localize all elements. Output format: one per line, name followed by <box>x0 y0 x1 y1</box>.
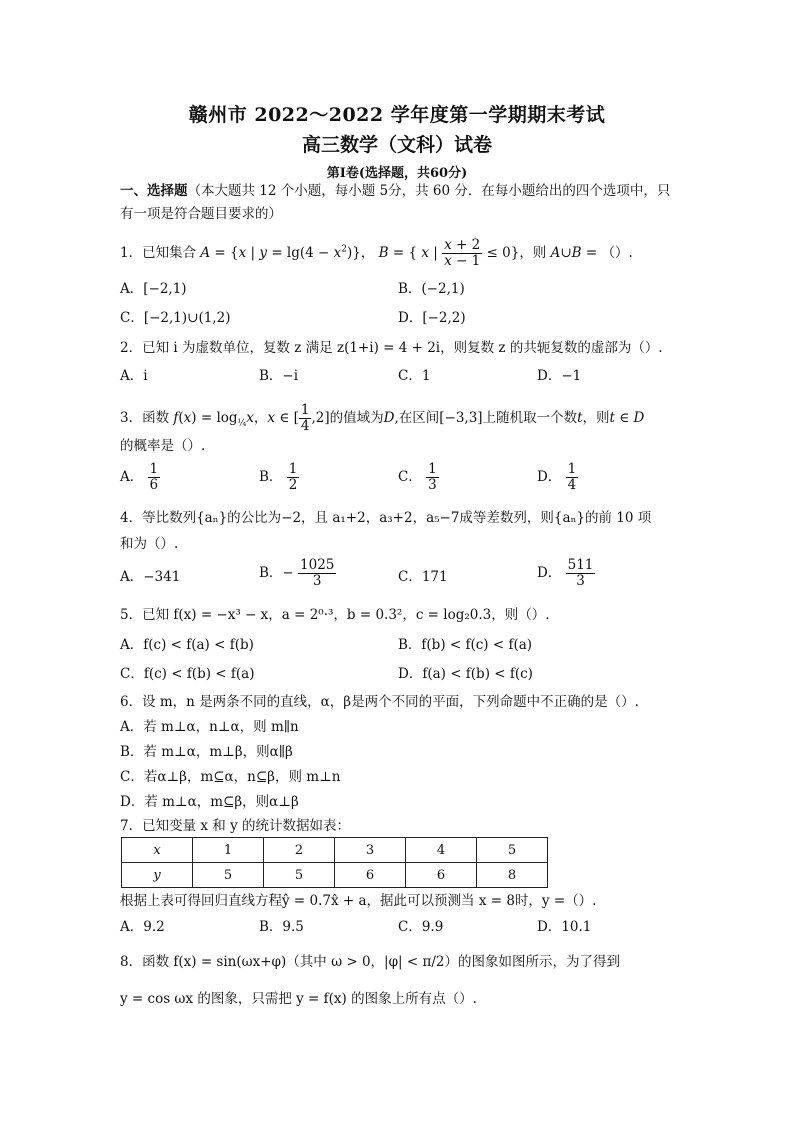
q3-stem-part-a: 3．函数 <box>120 410 170 426</box>
q2-option-b[interactable]: B．−i <box>259 368 299 384</box>
q3-stem-part-b: 的值域为 <box>329 410 384 426</box>
section-intro-line1 <box>120 182 670 200</box>
volume-label: 第Ⅰ卷(选择题，共60分) <box>326 166 468 181</box>
q1-stem-part-b: ，则 <box>519 245 547 261</box>
q3-option-c-num: 1 <box>428 461 437 477</box>
section-intro-text: （本大题共 12 个小题，每小题 5分，共 60 分．在每小题给出的四个选项中，只 <box>187 183 671 199</box>
q3-option-b-label: B． <box>259 469 283 485</box>
q4-line2: 和为（）. <box>120 536 179 552</box>
q7-option-c[interactable]: C．9.9 <box>398 919 444 935</box>
table-row <box>122 863 548 888</box>
q6-option-c[interactable]: C．若α⊥β，m⊆α，n⊆β，则 m⊥n <box>120 769 341 785</box>
q5-option-a[interactable]: A．f(c) < f(a) < f(b) <box>120 637 254 653</box>
q6-stem: 6．设 m，n 是两条不同的直线，α，β是两个不同的平面，下列命题中不正确的是（）. <box>120 694 639 710</box>
q1-stem-part-c: （）. <box>601 245 633 261</box>
q3-option-c[interactable] <box>398 462 439 493</box>
q1-fraction: $\frac{x + 2}{x - 1}$ <box>444 237 481 269</box>
q4-option-b-label: B． <box>259 565 283 581</box>
table-cell: 5 <box>193 863 264 888</box>
table-row <box>122 838 548 863</box>
q6-option-a[interactable]: A．若 m⊥α，n⊥α，则 m∥n <box>120 719 299 735</box>
q3-option-d[interactable] <box>537 462 578 493</box>
table-cell: 6 <box>406 863 477 888</box>
section-intro-line2: 有一项是符合题目要求的） <box>120 206 282 222</box>
q4-line1: 4．等比数列{aₙ}的公比为−2，且 a₁+2，a₃+2，a₅−7成等差数列，则{aₙ}的前 10 项 <box>120 510 652 526</box>
q3-stem-part-c: 在区间[−3,3]上随机取一个数 <box>398 410 578 426</box>
q1-option-a[interactable]: A．[−2,1) <box>120 281 187 297</box>
q4-option-c[interactable]: C．171 <box>398 569 448 585</box>
q7-stem: 7．已知变量 x 和 y 的统计数据如表： <box>120 818 350 834</box>
q3-option-a-num: 1 <box>149 461 159 477</box>
table-cell: 5 <box>264 863 335 888</box>
q4-option-d[interactable] <box>537 558 595 589</box>
table-cell: y <box>122 863 193 888</box>
q3-option-a-label: A． <box>120 469 144 485</box>
q3-option-d-num: 1 <box>567 461 577 477</box>
exam-title: 赣州市 2022～2022 学年度第一学期期末考试 <box>188 104 606 126</box>
q3-option-a[interactable] <box>120 462 160 493</box>
q4-option-b-num: 1025 <box>300 557 335 573</box>
q3-option-b[interactable] <box>259 462 299 493</box>
q1-option-d[interactable]: D．[−2,2) <box>398 310 466 326</box>
q3-option-c-den: 3 <box>428 477 437 493</box>
table-cell: 1 <box>193 838 264 863</box>
table-cell: x <box>122 838 193 863</box>
q7-option-a[interactable]: A．9.2 <box>120 919 165 935</box>
q7-after-text: 根据上表可得回归直线方程ŷ = 0.7x̂ + a，据此可以预测当 x = 8时，y =（）. <box>120 893 597 909</box>
q2-option-c[interactable]: C．1 <box>398 368 431 384</box>
section-heading: 一、选择题 <box>120 183 188 199</box>
q3-option-d-den: 4 <box>567 477 577 493</box>
q5-stem: 5．已知 f(x) = −x³ − x，a = 2⁰·³，b = 0.3²，c = log₂0.3，则（）. <box>120 607 550 623</box>
q4-option-b[interactable]: B．− $\frac{1025}{3}$ <box>259 557 335 589</box>
q1-option-b[interactable]: B．(−2,1) <box>398 281 465 297</box>
table-cell: 6 <box>335 863 406 888</box>
table-cell: 4 <box>406 838 477 863</box>
q4-option-a[interactable]: A．−341 <box>120 569 181 585</box>
q5-option-d[interactable]: D．f(a) < f(b) < f(c) <box>398 666 533 682</box>
q5-option-c[interactable]: C．f(c) < f(b) < f(a) <box>120 666 255 682</box>
q4-option-d-den: 3 <box>576 573 585 589</box>
q3-option-b-num: 1 <box>288 461 298 477</box>
table-cell: 2 <box>264 838 335 863</box>
q7-option-d[interactable]: D．10.1 <box>537 919 592 935</box>
q3-stem: 3．函数 $f(x) = \log_{\frac{1}{4}}x$，x ∈ [ $\frac{1}{4}$ ,2]的值域为D,在区间[−3,3]上随机取一个数t，则t ∈ D <box>120 402 645 434</box>
q5-option-b[interactable]: B．f(b) < f(c) < f(a) <box>398 637 533 653</box>
q8-line2: y = cos ωx 的图象，只需把 y = f(x) 的图象上所有点（）. <box>120 991 477 1007</box>
q4-option-b-den: 3 <box>312 573 322 589</box>
table-cell: 8 <box>477 863 548 888</box>
q3-stem-part-d: ，则 <box>582 410 610 426</box>
q2-stem: 2．已知 i 为虚数单位，复数 z 满足 z(1+i) = 4 + 2i，则复数 z 的共轭复数的虚部为（）. <box>120 340 663 356</box>
table-cell: 3 <box>335 838 406 863</box>
q7-data-table <box>121 837 548 888</box>
q3-option-b-den: 2 <box>288 477 298 493</box>
q1-stem: 1．已知集合 A = {x | $y = \lg(4 - x^2)$}， B = { x | $\frac{x + 2}{x - 1}$ ≤ 0}，则 A∪B = （）. <box>120 237 633 269</box>
table-cell: 5 <box>477 838 548 863</box>
q3-option-c-label: C． <box>398 469 422 485</box>
q2-option-a[interactable]: A．i <box>120 368 148 384</box>
exam-subtitle: 高三数学（文科）试卷 <box>301 134 492 156</box>
q6-option-d[interactable]: D．若 m⊥α，m⊆β，则α⊥β <box>120 794 299 810</box>
q1-stem-part-a: 1．已知集合 <box>120 245 197 261</box>
q4-option-d-label: D． <box>537 565 562 581</box>
q2-option-d[interactable]: D．−1 <box>537 368 582 384</box>
q3-option-a-den: 6 <box>149 477 159 493</box>
q6-option-b[interactable]: B．若 m⊥α，m⊥β，则α∥β <box>120 744 293 760</box>
q3-line2: 的概率是（）. <box>120 438 206 454</box>
q4-option-d-num: 511 <box>567 557 594 573</box>
q1-option-c[interactable]: C．[−2,1)∪(1,2) <box>120 310 231 326</box>
q7-option-b[interactable]: B．9.5 <box>259 919 304 935</box>
q8-line1: 8．函数 f(x) = sin(ωx+φ)（其中 ω > 0，|φ| < π/2）的图象如图所示，为了得到 <box>120 954 621 970</box>
q3-option-d-label: D． <box>537 469 562 485</box>
